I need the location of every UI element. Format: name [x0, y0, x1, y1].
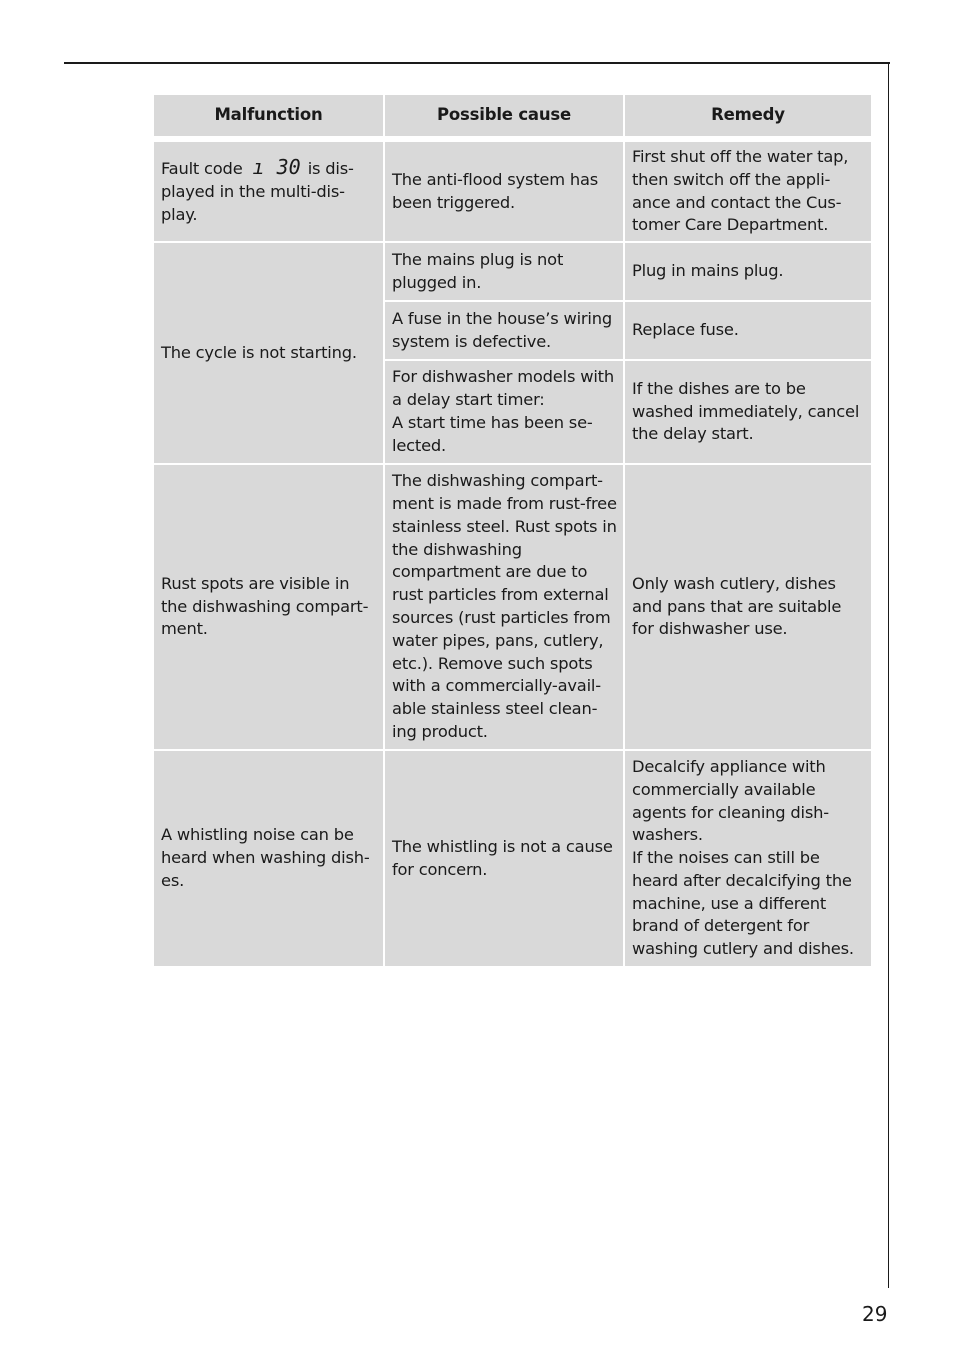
- malfunction-text: Fault code: [161, 159, 243, 179]
- cause-line: For dishwasher models with a delay start timer:: [392, 367, 614, 410]
- malfunction-text: is dis-played in the multi-dis-play.: [161, 159, 354, 224]
- cause-cell: A fuse in the house’s wiring system is defective.: [385, 302, 625, 361]
- table-header-row: [154, 95, 871, 142]
- remedy-line: Decalcify appliance with commercially available agents for cleaning dish-washers.: [632, 756, 829, 845]
- malfunction-cell: Rust spots are visible in the dishwashing compart-ment.: [154, 465, 385, 751]
- remedy-cell: Replace fuse.: [625, 302, 871, 361]
- header-remedy: Remedy: [625, 95, 871, 142]
- cause-cell: [385, 361, 625, 465]
- page-number: 29: [862, 1302, 888, 1326]
- top-rule: [64, 62, 890, 64]
- remedy-cell: Plug in mains plug.: [625, 243, 871, 302]
- malfunction-cell: The cycle is not starting.: [154, 243, 385, 465]
- table-row: [154, 142, 871, 243]
- remedy-line: If the noises can still be heard after decalcifying the machine, use a different brand of detergent for washing cutlery and dishes.: [632, 848, 854, 959]
- cause-cell: The mains plug is not plugged in.: [385, 243, 625, 302]
- cause-cell: The anti-flood system has been triggered.: [385, 142, 625, 243]
- remedy-cell: Only wash cutlery, dishes and pans that are suitable for dishwasher use.: [625, 465, 871, 751]
- cause-cell: The whistling is not a cause for concern.: [385, 751, 625, 968]
- header-malfunction: Malfunction: [154, 95, 385, 142]
- header-possible-cause: Possible cause: [385, 95, 625, 142]
- fault-code-display: ı 30: [252, 155, 301, 180]
- troubleshooting-table: [154, 95, 871, 968]
- cause-cell: The dishwashing compart-ment is made from rust-free stainless steel. Rust spots in the dishwashing compartment are due to rust particles from external sources (rust particles from water pipes, pans, cutlery, etc.). Remove such spots with a commercially-avail-able stainless steel clean-ing product.: [385, 465, 625, 751]
- table-row: [154, 751, 871, 968]
- table-row: [154, 465, 871, 751]
- malfunction-cell: [154, 142, 385, 243]
- right-margin-rule: [888, 62, 889, 1288]
- remedy-cell: If the dishes are to be washed immediately, cancel the delay start.: [625, 361, 871, 465]
- cause-line: A start time has been se-lected.: [392, 413, 593, 455]
- remedy-cell: [625, 751, 871, 968]
- remedy-cell: First shut off the water tap, then switch off the appli-ance and contact the Cus-tomer Care Department.: [625, 142, 871, 243]
- malfunction-cell: A whistling noise can be heard when washing dish-es.: [154, 751, 385, 968]
- table-row: [154, 243, 871, 302]
